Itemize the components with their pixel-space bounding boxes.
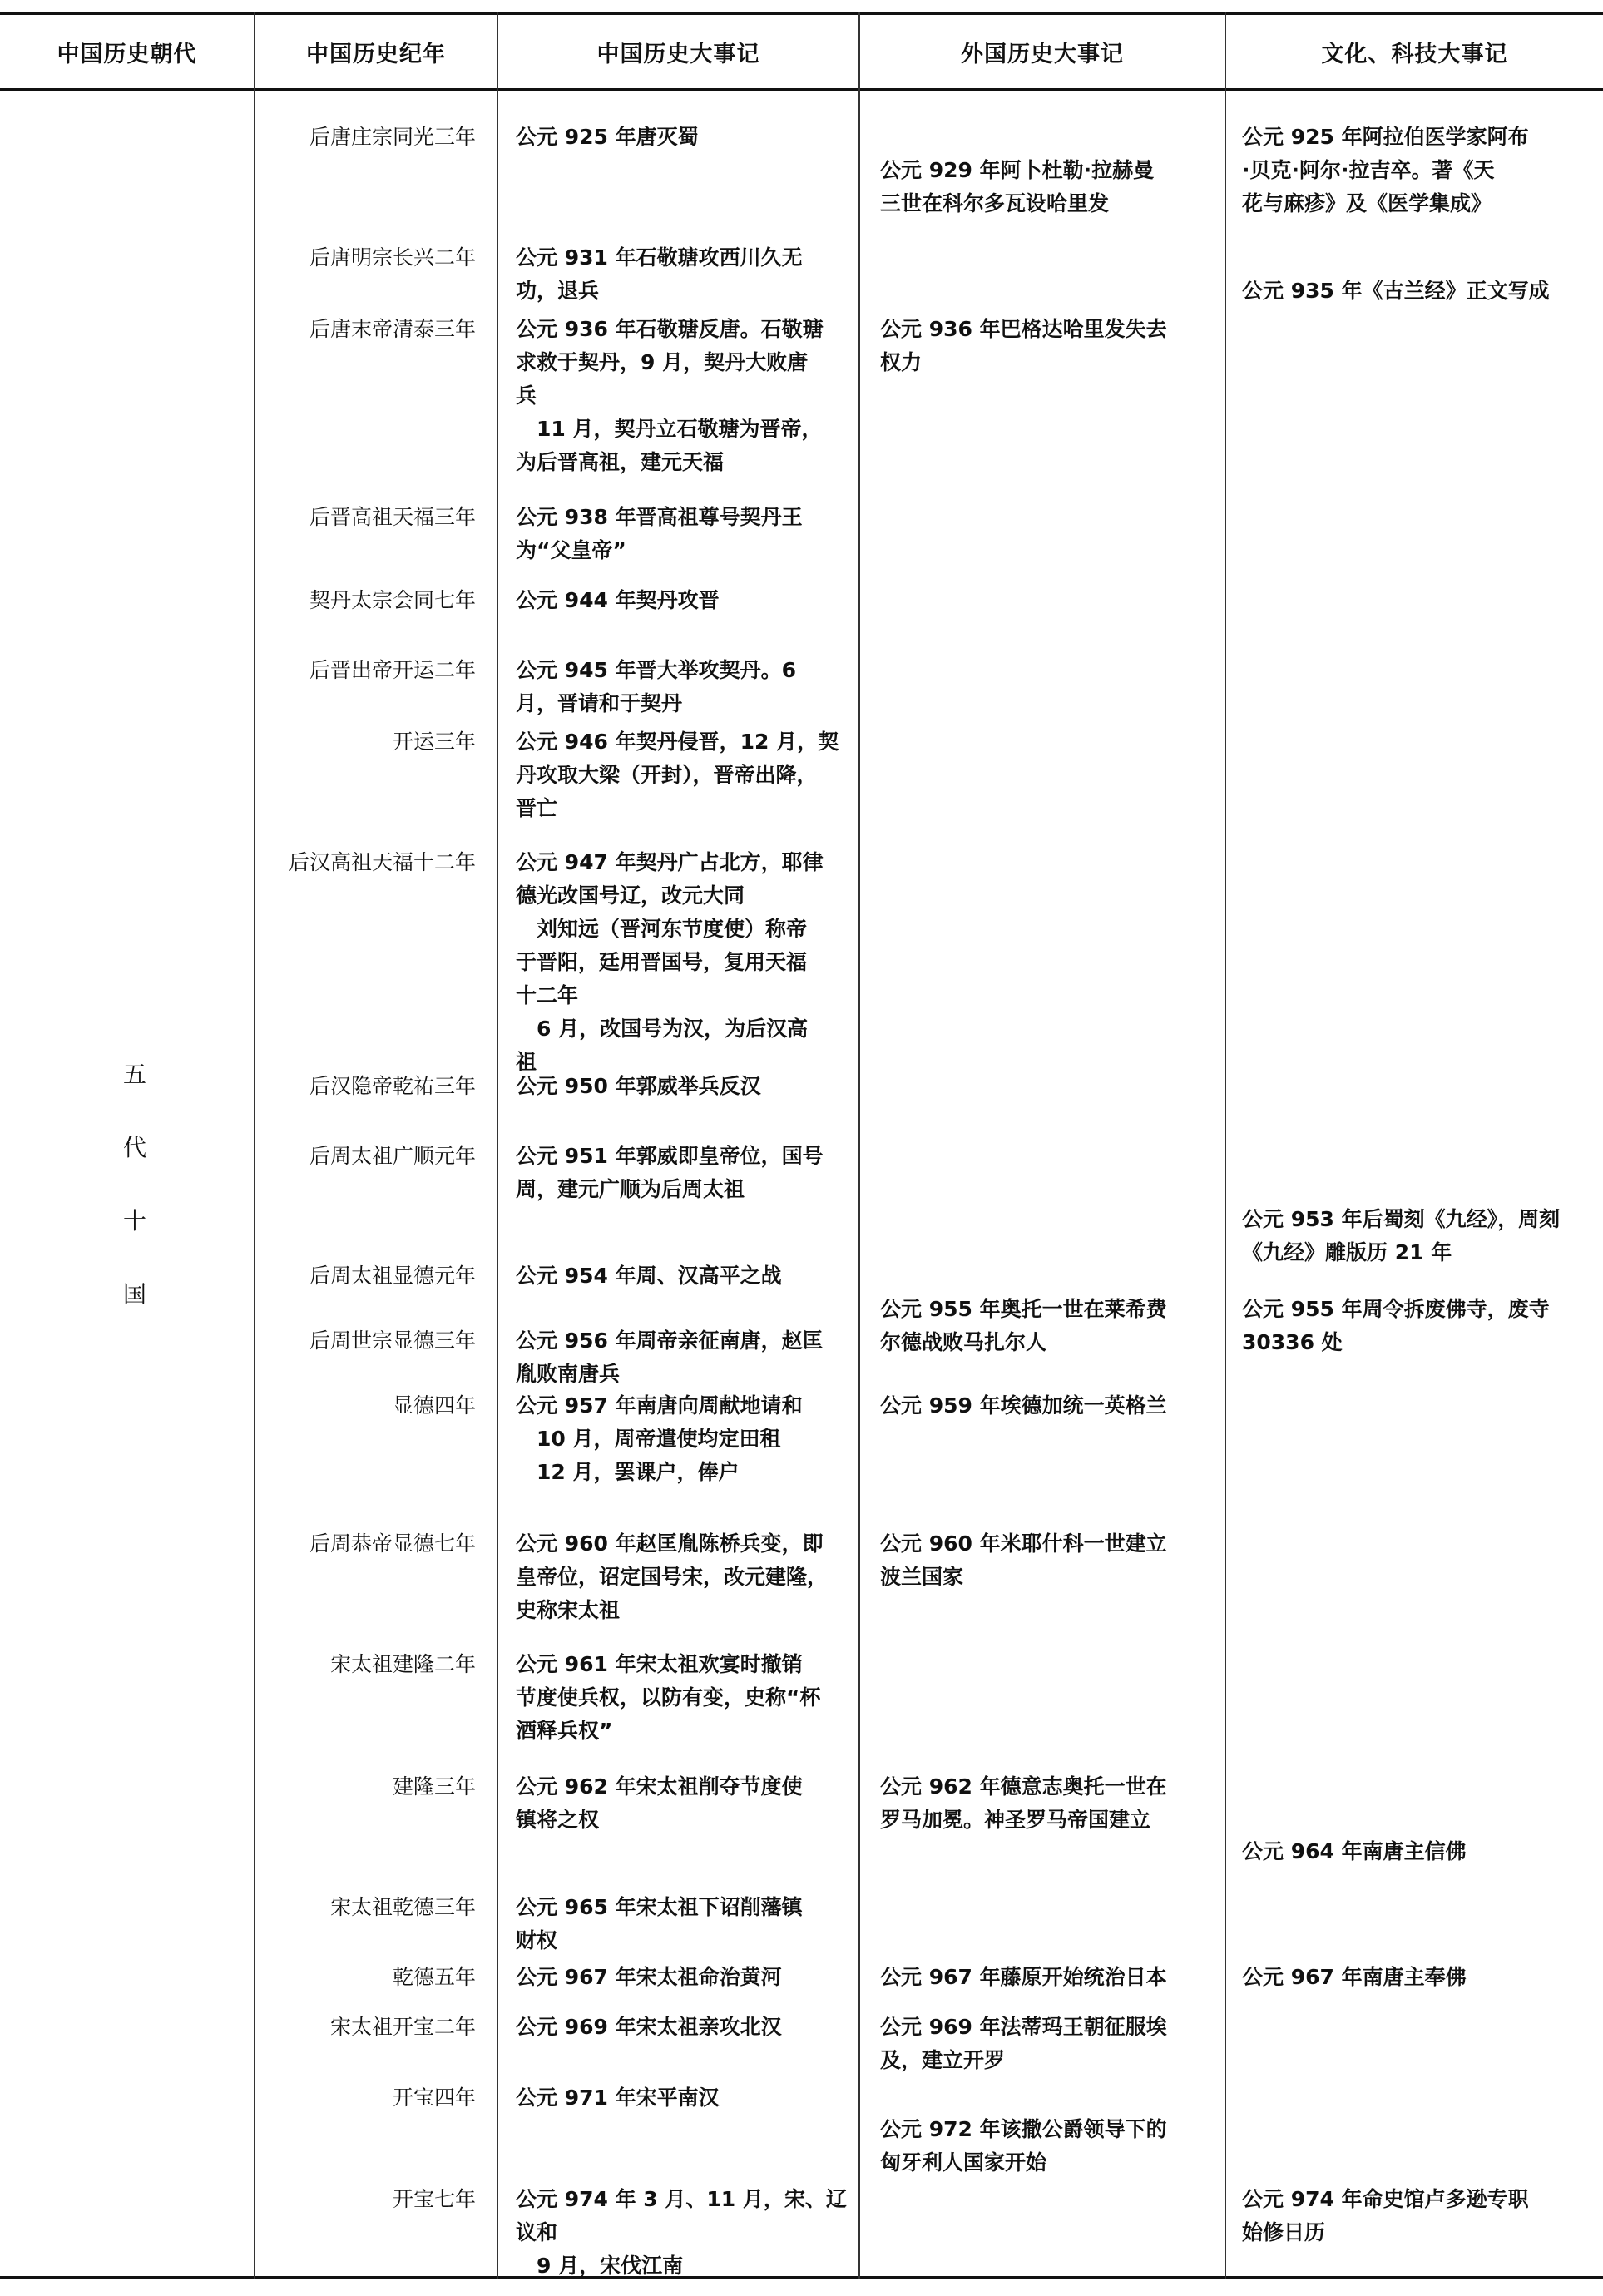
china-event-entry: 公元 965 年宋太祖下诏削藩镇 财权 <box>516 1895 803 1952</box>
chronology-entry: 契丹太宗会同七年 <box>309 588 476 612</box>
culture-event-entry: 公元 955 年周令拆废佛寺，废寺 30336 处 <box>1242 1297 1550 1354</box>
china-event-entry: 公元 954 年周、汉高平之战 <box>516 1264 782 1288</box>
china-event-entry: 公元 961 年宋太祖欢宴时撤销 节度使兵权，以防有变，史称“杯 酒释兵权” <box>516 1652 821 1743</box>
column-divider <box>858 12 860 2279</box>
chronology-entry: 建隆三年 <box>392 1774 476 1799</box>
chronology-entry: 后周太祖显德元年 <box>309 1264 476 1288</box>
china-event-entry: 公元 971 年宋平南汉 <box>516 2086 720 2110</box>
foreign-event-entry: 公元 929 年阿卜杜勒·拉赫曼 三世在科尔多瓦设哈里发 <box>880 158 1155 215</box>
culture-event-entry: 公元 964 年南唐主信佛 <box>1242 1839 1467 1863</box>
china-event-entry: 公元 974 年 3 月、11 月，宋、辽 议和 9 月，宋伐江南 <box>516 2187 847 2278</box>
column-divider <box>497 12 498 2279</box>
chronology-entry: 乾德五年 <box>392 1965 476 1989</box>
chronology-entry: 后唐末帝清泰三年 <box>309 317 476 341</box>
china-event-entry: 公元 931 年石敬瑭攻西川久无 功，退兵 <box>516 245 803 303</box>
foreign-event-entry: 公元 955 年奥托一世在莱希费 尔德战败马扎尔人 <box>880 1297 1167 1354</box>
foreign-event-entry: 公元 936 年巴格达哈里发失去 权力 <box>880 317 1167 374</box>
culture-event-entry: 公元 974 年命史馆卢多逊专职 始修日历 <box>1242 2187 1529 2244</box>
chronology-entry: 后晋高祖天福三年 <box>309 505 476 529</box>
header-dynasty: 中国历史朝代 <box>57 41 197 67</box>
chronology-entry: 后周太祖广顺元年 <box>309 1144 476 1168</box>
chronology-entry: 后周恭帝显德七年 <box>309 1531 476 1556</box>
foreign-event-entry: 公元 967 年藤原开始统治日本 <box>880 1965 1167 1989</box>
china-event-entry: 公元 936 年石敬瑭反唐。石敬瑭 求救于契丹，9 月，契丹大败唐 兵 11 月，契丹立石敬瑭为晋帝， 为后晋高祖，建元天福 <box>516 317 824 474</box>
dynasty-label-char: 国 <box>122 1280 146 1308</box>
column-divider <box>1225 12 1226 2279</box>
chronology-entry: 开运三年 <box>392 730 476 754</box>
header-culture-events: 文化、科技大事记 <box>1321 41 1508 67</box>
dynasty-label-char: 十 <box>122 1207 146 1235</box>
foreign-event-entry: 公元 962 年德意志奥托一世在 罗马加冕。神圣罗马帝国建立 <box>880 1774 1167 1832</box>
china-event-entry: 公元 950 年郭威举兵反汉 <box>516 1074 761 1098</box>
dynasty-label-char: 五 <box>122 1061 146 1088</box>
china-event-entry: 公元 944 年契丹攻晋 <box>516 588 720 612</box>
chronology-entry: 后唐明宗长兴二年 <box>309 245 476 270</box>
dynasty-label-char: 代 <box>122 1134 146 1161</box>
chronology-entry: 后汉高祖天福十二年 <box>288 850 476 874</box>
header-foreign-events: 外国历史大事记 <box>961 41 1124 67</box>
chronology-entry: 后晋出帝开运二年 <box>309 658 476 682</box>
china-event-entry: 公元 960 年赵匡胤陈桥兵变，即 皇帝位，诏定国号宋，改元建隆， 史称宋太祖 <box>516 1531 829 1622</box>
chronology-entry: 开宝四年 <box>392 2086 476 2110</box>
china-event-entry: 公元 969 年宋太祖亲攻北汉 <box>516 2015 782 2039</box>
culture-event-entry: 公元 967 年南唐主奉佛 <box>1242 1965 1467 1989</box>
chronology-entry: 宋太祖乾德三年 <box>329 1895 476 1919</box>
china-event-entry: 公元 925 年唐灭蜀 <box>516 125 699 149</box>
culture-event-entry: 公元 953 年后蜀刻《九经》，周刻 《九经》雕版历 21 年 <box>1242 1207 1561 1264</box>
chronology-entry: 开宝七年 <box>392 2187 476 2211</box>
chronology-entry: 后唐庄宗同光三年 <box>309 125 476 149</box>
china-event-entry: 公元 957 年南唐向周献地请和 10 月，周帝遣使均定田租 12 月，罢课户，俸户 <box>516 1393 803 1484</box>
header-bottom-rule <box>0 88 1603 91</box>
header-china-events: 中国历史大事记 <box>596 41 760 67</box>
china-event-entry: 公元 962 年宋太祖削夺节度使 镇将之权 <box>516 1774 803 1832</box>
culture-event-entry: 公元 935 年《古兰经》正文写成 <box>1242 279 1550 303</box>
foreign-event-entry: 公元 960 年米耶什科一世建立 波兰国家 <box>880 1531 1167 1589</box>
china-event-entry: 公元 967 年宋太祖命治黄河 <box>516 1965 782 1989</box>
china-event-entry: 公元 956 年周帝亲征南唐，赵匡 胤败南唐兵 <box>516 1329 824 1386</box>
china-event-entry: 公元 946 年契丹侵晋，12 月，契 丹攻取大梁（开封），晋帝出降， 晋亡 <box>516 730 839 820</box>
china-event-entry: 公元 951 年郭威即皇帝位，国号 周，建元广顺为后周太祖 <box>516 1144 824 1201</box>
chronology-entry: 后汉隐帝乾祐三年 <box>309 1074 476 1098</box>
chronology-entry: 后周世宗显德三年 <box>309 1329 476 1353</box>
china-event-entry: 公元 938 年晋高祖尊号契丹王 为“父皇帝” <box>516 505 803 562</box>
foreign-event-entry: 公元 972 年该撒公爵领导下的 匈牙利人国家开始 <box>880 2117 1167 2175</box>
china-event-entry: 公元 947 年契丹广占北方，耶律 德光改国号辽，改元大同 刘知远（晋河东节度使）称帝 于晋阳，廷用晋国号，复用天福 十二年 6 月，改国号为汉，为后汉高 祖 <box>516 850 824 1074</box>
culture-event-entry: 公元 925 年阿拉伯医学家阿布 ·贝克·阿尔·拉吉卒。著《天 花与麻疹》及《医学集成》 <box>1242 125 1529 215</box>
china-event-entry: 公元 945 年晋大举攻契丹。6 月，晋请和于契丹 <box>516 658 796 715</box>
foreign-event-entry: 公元 969 年法蒂玛王朝征服埃 及，建立开罗 <box>880 2015 1167 2072</box>
chronology-entry: 宋太祖建隆二年 <box>329 1652 476 1676</box>
chronology-entry: 显德四年 <box>392 1393 476 1418</box>
header-chronology: 中国历史纪年 <box>306 41 446 67</box>
chronology-entry: 宋太祖开宝二年 <box>329 2015 476 2039</box>
foreign-event-entry: 公元 959 年埃德加统一英格兰 <box>880 1393 1167 1418</box>
